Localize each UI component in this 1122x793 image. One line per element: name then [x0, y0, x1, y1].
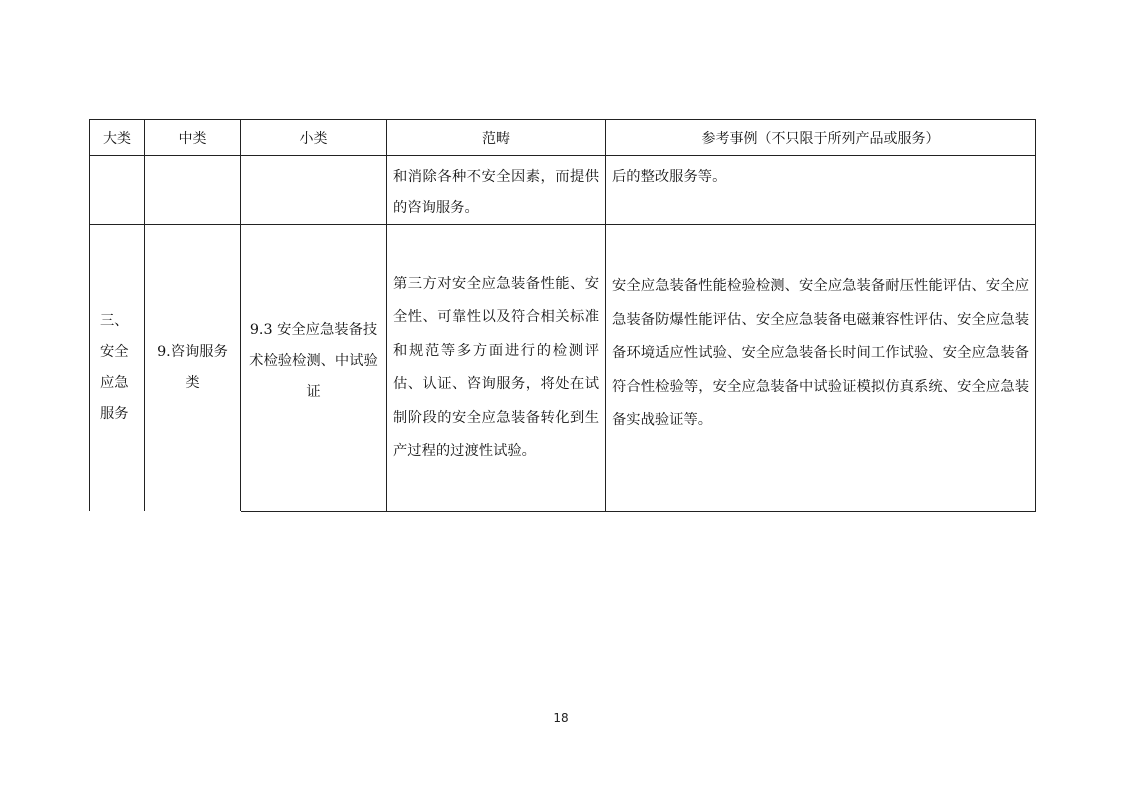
- header-scope: 范畴: [387, 120, 606, 156]
- examples-text: 安全应急装备性能检验检测、安全应急装备耐压性能评估、安全应急装备防爆性能评估、安全应急装备电磁兼容性评估、安全应急装备环境适应性试验、安全应急装备长时间工作试验、安全应急装备符合性检验等，安全应急装备中试验证模拟仿真系统、安全应急装备实战验证等。: [612, 278, 1029, 429]
- cell-major-empty: [90, 156, 145, 225]
- header-middle-category: 中类: [145, 120, 241, 156]
- catalog-sheet: [89, 119, 1035, 508]
- table-row-continuation: [90, 156, 1036, 225]
- service-catalog-table: [89, 119, 1036, 512]
- cell-minor-category: [241, 225, 387, 512]
- header-major-category: 大类: [90, 120, 145, 156]
- cell-scope: [387, 225, 606, 512]
- cell-middle-empty: [145, 156, 241, 225]
- cell-examples-continued: [606, 156, 1036, 225]
- scope-text: 第三方对安全应急装备性能、安全性、可靠性以及符合相关标准和规范等多方面进行的检测评估、认证、咨询服务，将处在试制阶段的安全应急装备转化到生产过程的过渡性试验。: [393, 275, 599, 459]
- examples-continued-text: 后的整改服务等。: [612, 169, 727, 185]
- cell-middle-category: [145, 225, 241, 512]
- scope-continued-text: 和消除各种不安全因素，而提供的咨询服务。: [393, 169, 599, 216]
- header-reference-examples: 参考事例（不只限于所列产品或服务）: [606, 120, 1036, 156]
- table-header-row: [90, 120, 1036, 156]
- header-minor-category: 小类: [241, 120, 387, 156]
- minor-category-text: 9.3 安全应急装备技术检验检测、中试验证: [249, 321, 378, 400]
- major-category-text: 三、安全应急服务: [100, 313, 129, 422]
- page-number: 18: [553, 711, 569, 725]
- cell-major-category: [90, 225, 145, 512]
- table-row-9-3: [90, 225, 1036, 512]
- cell-minor-empty: [241, 156, 387, 225]
- cell-reference-examples: [606, 225, 1036, 512]
- cell-scope-continued: [387, 156, 606, 225]
- middle-category-text: 9.咨询服务类: [157, 344, 228, 391]
